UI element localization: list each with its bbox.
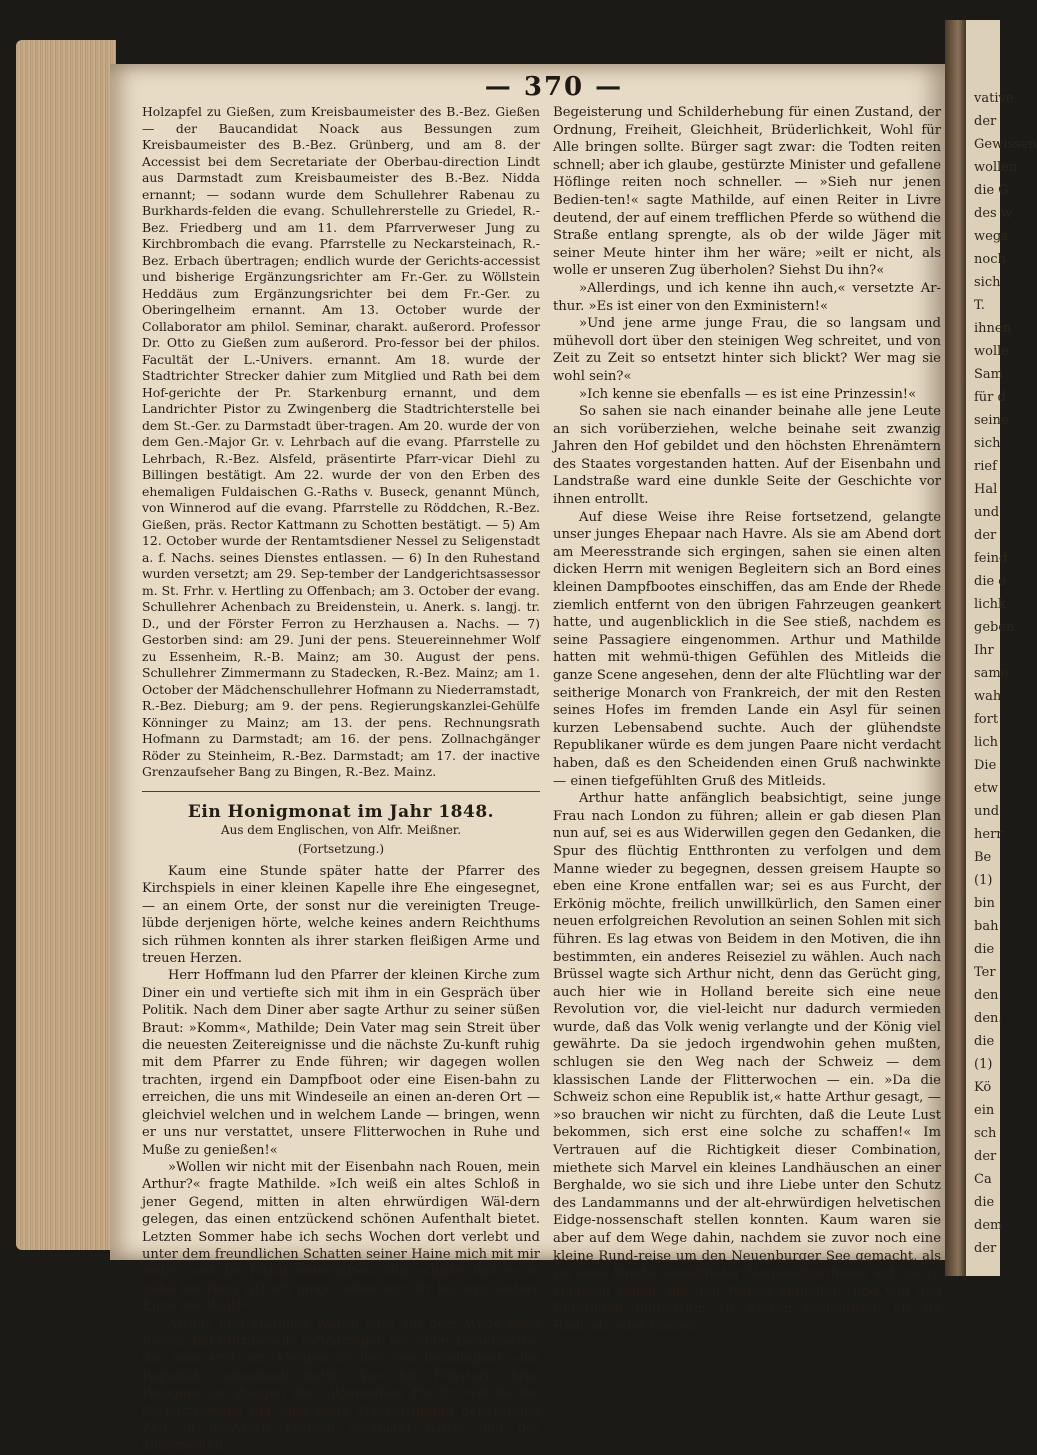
next-page-fragment: wegs xyxy=(974,229,1008,244)
next-page-fragment: die xyxy=(974,942,995,957)
next-page-fragment: sch xyxy=(974,1126,997,1141)
page-number: — 370 — xyxy=(484,72,624,102)
next-page-fragment: T. xyxy=(974,298,985,313)
next-page-fragment: ihnen xyxy=(974,321,1011,336)
paragraph: Kaum eine Stunde später hatte der Pfarrer des Kirchspiels in einer kleinen Kapelle ihre Ehe eingesegnet, — an einem Orte, der sonst nur die vereinigten Treuge-lübde derjenigen hörte, welche keines andern Reichthums sich rühmen konnten als ihrer starken fleißigen Arme und treuen Herzen. xyxy=(142,864,540,967)
next-page-fragment: und xyxy=(974,505,1000,520)
page-edges xyxy=(16,40,116,1250)
next-page-fragment: der xyxy=(974,114,997,129)
next-page-fragment: rief xyxy=(974,459,997,474)
next-page-fragment: Be xyxy=(974,850,992,865)
next-page-fragment: noch xyxy=(974,252,1006,267)
next-page-fragment: same xyxy=(974,666,1009,681)
next-page-fragment: Ca xyxy=(974,1172,992,1187)
paragraph: Arthur und Mathilde waren bald auf dem Wege nach Rouen, mit Sturmeseile fortgetragen von einer Loco-motive, die man erst am Morgen in der Geschwindigkeit »die Republik« umgetauft hatte. Aus den Fenstern ihres Waggons sie Zeugen der allgemeinen Flucht, welche die Ge-burtswehen der eine neue Staatsordnung gebärenden Zeit in gewissen Kreisen veranlaßt hatte, und der allgemeinen xyxy=(142,1316,540,1454)
next-page-fragment: ein xyxy=(974,1103,995,1118)
next-page-fragment: seine xyxy=(974,413,1009,428)
next-page-fragment: der xyxy=(974,528,997,543)
next-page-fragment: Ihr xyxy=(974,643,994,658)
next-page-fragment: des w xyxy=(974,206,1012,221)
next-page-fragment: den. xyxy=(974,1011,1003,1026)
paragraph: »Ich kenne sie ebenfalls — es ist eine Prinzessin!« xyxy=(579,386,917,402)
notices-text: Holzapfel zu Gießen, zum Kreisbaumeister des B.-Bez. Gießen — der Baucandidat Noack aus Bessungen zum Kreisbaumeister des B.-Bez. Grünberg, und am 8. der Accessist bei dem Secretariate der Oberbau-direction Lindt aus Darmstadt zum Kreisbaumeister des B.-Bez. Nidda ernannt; — sodann wurde dem Schullehrer Rabenau zu Burkhards-felden die evang. Schullehrerstelle zu Griedel, R.-Bez. Friedberg und am 11. dem Pfarrverweser Jung zu Kirchbrombach die evang. Pfarrstelle zu Neckarsteinach, R.-Bez. Erbach übertragen; endlich wurde der Gerichts-accessist und bisherige Ergänzungsrichter am Fr.-Ger. zu Wöllstein Heddäus zum Ergänzungsrichter bei dem Fr.-Ger. zu Oberingelheim ernannt. Am 13. October wurde der Collaborator am philol. Seminar, charakt. außerord. Professor Dr. Otto zu Gießen zum außerord. Pro-fessor bei der philos. Facultät der L.-Univers. ernannt. Am 18. wurde der Stadtrichter Strecker dahier zum Mitglied und Rath bei dem Hof-gerichte der Pr. Starkenburg ernannt, und dem Landrichter Pistor zu Zwingenberg die Stadtrichterstelle bei dem St.-Ger. zu Darmstadt über-tragen. Am 20. wurde der von dem Gen.-Major Gr. v. Lehrbach auf die evang. Pfarrstelle zu Lehrbach, R.-Bez. Alsfeld, präsentirte Pfarr-vicar Diehl zu Billingen bestätigt. Am 22. wurde der von den Erben des ehemaligen Fuldaischen G.-Raths v. Buseck, genannt Münch, von Winnerod auf die evang. Pfarrstelle zu Röddchen, R.-Bez. Gießen, präs. Rector Kattmann zu Schotten bestätigt. — 5) Am 12. October wurde der Rentamtsdiener Nessel zu Seligenstadt a. f. Nachs. seines Dienstes entlassen. — 6) In den Ruhestand wurden versetzt; am 29. Sep-tember der Landgerichtsassessor m. St. Frhr. v. Hertling zu Offenbach; am 3. October der evang. Schullehrer Achenbach zu Breidenstein, u. Anerk. s. langj. tr. D., und der Förster Ferron zu Herzhausen a. Nachs. — 7) Gestorben sind: am 29. Juni der pens. Steuereinnehmer Wolf zu Essenheim, R.-B. Mainz; am 30. August der pens. Schullehrer Zimmermann zu Stadecken, R.-Bez. Mainz; am 1. October der Mädchenschullehrer Hofmann zu Niederramstadt, R.-Bez. Dieburg; am 9. der pens. Regierungskanzlei-Gehülfe Könninger zu Mainz; am 13. der pens. Rechnungsrath Hofmann zu Darmstadt; am 16. der pens. Zollnachgänger Röder zu Steinheim, R.-Bez. Darmstadt; am 17. der inactive Grenzaufseher Bang zu Bingen, R.-Bez. Mainz. xyxy=(142,104,540,779)
next-page-fragment: lich xyxy=(974,735,998,750)
next-page-fragment: die e xyxy=(974,574,1006,589)
book-gutter xyxy=(945,20,967,1276)
next-page-fragment: der xyxy=(974,1241,997,1256)
next-page-fragment: die xyxy=(974,1034,995,1049)
continuation-label: (Fortsetzung.) xyxy=(297,841,385,856)
next-page-fragment: herr xyxy=(974,827,1003,842)
left-column xyxy=(142,104,540,1455)
paragraph: Herr Hoffmann lud den Pfarrer der kleinen Kirche zum Diner ein und vertiefte sich mit ihm in ein Gespräch über Politik. Nach dem Diner aber sagte Arthur zu seiner süßen Braut: »Komm«, Mathilde; Dein Vater mag sein Streit über die neuesten Zeitereignisse und die nächste Zu-kunft ruhig mit dem Pfarrer zu Ende führen; wir dagegen wollen trachten, irgend ein Dampfboot oder eine Eisen-bahn zu erreichen, die uns mit Windeseile an einen an-deren Ort — gleichviel welchen und in welchem Lande — bringen, wenn er uns nur verstattet, unsere Flitterwochen in Ruhe und Muße zu genießen!« xyxy=(142,968,540,1158)
story-subtitle: Aus dem Englischen, von Alfr. Meißner. xyxy=(220,823,462,837)
next-page-fragment: dem xyxy=(974,1218,1003,1233)
next-page-fragment: vative xyxy=(974,91,1014,106)
next-page-fragment: wollen xyxy=(974,160,1018,175)
paragraph: Arthur hatte anfänglich beabsichtigt, seine junge Frau nach London zu führen; allein er gab diesen Plan nun auf, sei es aus Widerwillen gegen den Gedanken, die Spur des flüchtig Entthronten zu verfolgen und dem Manne wieder zu begegnen, dessen greisem Haupte so eben eine Krone entfallen war; sei es aus Furcht, der Erkönig möchte, freilich unwillkürlich, den Samen einer neuen erfolgreichen Revolution an seinen Sohlen mit sich führen. Es lag etwas von Beidem in den Motiven, die ihn bestimmten, ein anderes Reiseziel zu wählen. Auch nach Brüssel wagte sich Arthur nicht, denn das Gerücht ging, auch hier wie in Holland bereite sich eine neue Revolution vor, die viel-leicht nur dadurch vermieden wurde, daß das Volk wenig verlangte und der König viel gewährte. Da sie jedoch irgendwohin gehen mußten, schlugen sie den Weg nach der Schweiz — dem klassischen Lande der Flitterwochen — ein. »Da die Schweiz schon eine Republik ist,« hatte Arthur gesagt, — »so brauchen wir nicht zu fürchten, daß die Leute Lust bekommen, sich erst eine solche zu schaffen!« Im Vertrauen auf die Richtigkeit dieser Combination, miethete sich Marvel ein kleines Landhäuschen an einer Berghalde, wo sie sich und ihre Liebe unter den Schutz des Landammanns und der alt-ehrwürdigen helvetischen Eidge-nossenschaft stellen konnten. Kaum waren sie aber auf dem Wege dahin, nachdem sie zuvor noch eine kleine Rund-reise um den Neuenburger See gemacht, als sie eine Bande bewaffneter Nationalgardisten auf sie zu kommen sahen, die den Wagen anhielten, und von den Reisenden unge-stüm zu wissen verlangten, ob sie Radicale oder Conser- xyxy=(553,791,941,1334)
next-page-fragment: für d xyxy=(974,390,1006,405)
story-title: Ein Honigmonat im Jahr 1848. xyxy=(187,801,495,822)
next-page-fragment: etw xyxy=(974,781,999,796)
paragraph: Auf diese Weise ihre Reise fortsetzend, gelangte unser junges Ehepaar nach Havre. Als sie am Abend dort am Meeresstrande sich ergingen, sahen sie einen alten dicken Herrn mit wenigen Begleitern sich an Bord eines kleinen Dampfbootes einschiffen, das am Ende der Rhede ziemlich entfernt von den übrigen Fahrzeugen geankert hatte, und augenblicklich in die See stieß, nachdem es seine Passagiere eingenommen. Arthur und Mathilde hatten mit wehmü-thigen Gefühlen des Mitleids die ganze Scene angesehen, denn der alte Flüchtling war der seitherige Monarch von Frankreich, der mit den Resten seines Hofes im fremden Lande ein Asyl für seinen kurzen Lebensabend suchte. Auch der glühendste Republikaner würde es dem jungen Paare nicht verdacht haben, daß es den Scheidenden einen Gruß nachwinkte — einen tiefgefühlten Gruß des Mitleids. xyxy=(553,509,941,789)
next-page-fragment: den xyxy=(974,988,999,1003)
next-page-fragment: Hal xyxy=(974,482,998,497)
next-page-strip xyxy=(966,20,1037,1276)
next-page-fragment: Kö xyxy=(974,1080,992,1095)
next-page-fragment: (1) xyxy=(974,1057,993,1072)
paragraph: So sahen sie nach einander beinahe alle jene Leute an sich vorüberziehen, welche beinahe seit zwanzig Jahren den Hof gebildet und den höchsten Ehrenämtern des Staates vorgestanden hatten. Auf der Eisenbahn und Landstraße ward eine dunkle Seite der Geschichte vor ihnen entrollt. xyxy=(553,404,941,508)
section-divider xyxy=(142,791,540,792)
paragraph: »Allerdings, und ich kenne ihn auch,« versetzte Ar-thur. »Es ist einer von den Exministern!« xyxy=(553,280,941,314)
next-page-fragment: der xyxy=(974,1149,997,1164)
next-page-fragment: Die xyxy=(974,758,997,773)
next-page-fragment: fort xyxy=(974,712,999,727)
next-page-fragment: die G xyxy=(974,183,1009,198)
right-column xyxy=(553,104,941,1336)
next-page-fragment: wolle xyxy=(974,344,1009,359)
next-page-fragment: Ter xyxy=(974,965,996,980)
next-page-fragment: bin xyxy=(974,896,995,911)
next-page-fragment: feind xyxy=(974,551,1008,566)
next-page-fragment: Sam xyxy=(974,367,1003,382)
next-page-fragment: lichk xyxy=(974,597,1006,612)
next-page-fragment: die xyxy=(974,1195,995,1210)
next-page-fragment: sich xyxy=(974,275,1001,290)
next-page-fragment: (1) xyxy=(974,873,993,888)
next-page-fragment: geben xyxy=(974,620,1015,635)
paragraph: »Wollen wir nicht mit der Eisenbahn nach Rouen, mein Arthur?« fragte Mathilde. »Ich weiß ein altes Schloß in jener Gegend, mitten in alten ehrwürdigen Wäl-dern gelegen, das einen entzückend schönen Aufenthalt bietet. Letzten Sommer habe ich sechs Wochen dort verlebt und unter dem freundlichen Schatten seiner Haine mich mit mir selber und der Natur unterhalten. Nur schade, daß es so nahe bei Paris ist! ich ginge lieber mit Dir bis an's andere Ende der Welt!« xyxy=(142,1159,540,1315)
paragraph: Begeisterung und Schilderhebung für einen Zustand, der Ordnung, Freiheit, Gleichheit, Brüderlichkeit, Wohl für Alle bringen sollte. Bürger sagt zwar: die Todten reiten schnell; aber ich glaube, gestürzte Minister und gefallene Höflinge reiten noch schneller. — »Sieh nur jenen Bedien-ten!« sagte Mathilde, auf einen Reiter in Livre deutend, der auf einem trefflichen Pferde so wüthend die Straße entlang sprengte, als ob der wilde Jäger mit seiner Meute hinter ihm her wäre; »eilt er nicht, als wolle er unseren Zug überholen? Siehst Du ihn?« xyxy=(553,105,941,279)
next-page-fragment: Gewissen xyxy=(974,137,1037,152)
next-page-fragment: bah xyxy=(974,919,999,934)
paragraph: »Und jene arme junge Frau, die so langsam und mühevoll dort über den steinigen Weg schreitet, und von Zeit zu Zeit so entsetzt hinter sich blickt? Wer mag sie wohl sein?« xyxy=(553,316,941,384)
next-page-fragment: sich xyxy=(974,436,1001,451)
next-page-fragment: wah xyxy=(974,689,1002,704)
next-page-fragment: und xyxy=(974,804,1000,819)
